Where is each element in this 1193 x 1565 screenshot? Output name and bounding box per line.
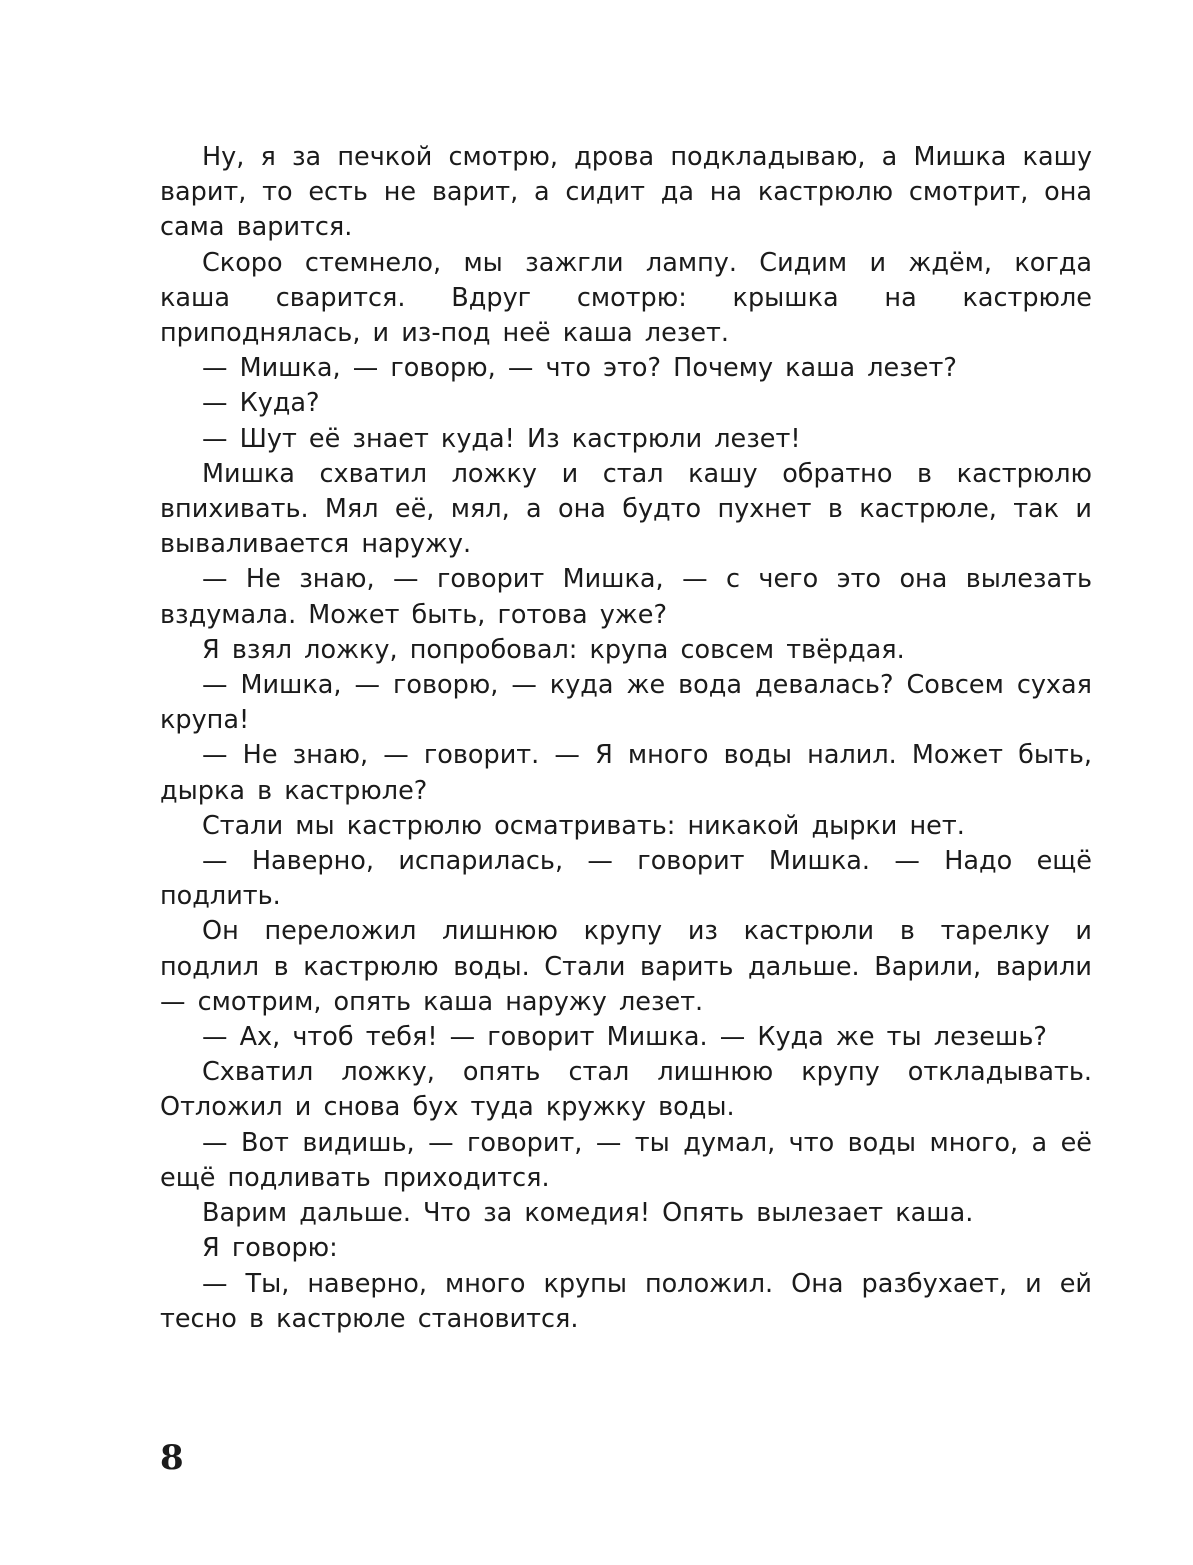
paragraph: Стали мы кастрюлю осматривать: никакой дырки нет. — [202, 810, 965, 841]
page-body-text — [160, 140, 1092, 1337]
paragraph: Он переложил лишнюю крупу из кастрюли в тарелку и подлил в кастрюлю воды. Стали варить дальше. Варили, варили — смотрим, опять каша наружу лезет. — [160, 916, 1092, 1017]
paragraph: — Куда? — [202, 388, 320, 419]
paragraph: — Вот видишь, — говорит, — ты думал, что воды много, а её ещё подливать приходится. — [160, 1127, 1092, 1193]
paragraph: — Ты, наверно, много крупы положил. Она разбухает, и ей тесно в кастрюле становится. — [160, 1268, 1092, 1334]
paragraph: — Шут её знает куда! Из кастрюли лезет! — [202, 423, 801, 454]
paragraph: Я взял ложку, попробовал: крупа совсем твёрдая. — [202, 634, 905, 665]
paragraph: — Ах, чтоб тебя! — говорит Мишка. — Куда же ты лезешь? — [202, 1022, 1047, 1053]
paragraph: Схватил ложку, опять стал лишнюю крупу откладывать. Отложил и снова бух туда кружку воды. — [160, 1057, 1092, 1123]
paragraph: — Наверно, испарилась, — говорит Мишка. — Надо ещё подлить. — [160, 846, 1092, 912]
paragraph: Я говорю: — [202, 1233, 338, 1264]
paragraph: Мишка схватил ложку и стал кашу обратно в кастрюлю впихивать. Мял её, мял, а она будто пухнет в кастрюле, так и вываливается наружу. — [160, 458, 1092, 560]
paragraph: — Мишка, — говорю, — что это? Почему каша лезет? — [202, 353, 957, 384]
paragraph: — Не знаю, — говорит Мишка, — с чего это она вылезать вздумала. Может быть, готова уже? — [160, 564, 1092, 630]
paragraph: Скоро стемнело, мы зажгли лампу. Сидим и ждём, когда каша сварится. Вдруг смотрю: крышка на кастрюле приподнялась, и из-под неё каша лезет. — [160, 247, 1092, 349]
paragraph: — Мишка, — говорю, — куда же вода девалась? Совсем сухая крупа! — [160, 670, 1092, 736]
paragraph: Варим дальше. Что за комедия! Опять вылезает каша. — [202, 1198, 974, 1229]
page-number: 8 — [160, 1438, 184, 1478]
paragraph: — Не знаю, — говорит. — Я много воды налил. Может быть, дырка в кастрюле? — [160, 740, 1092, 806]
paragraph: Ну, я за печкой смотрю, дрова подкладываю, а Мишка кашу варит, то есть не варит, а сидит да на кастрюлю смотрит, она сама варится. — [160, 142, 1092, 243]
